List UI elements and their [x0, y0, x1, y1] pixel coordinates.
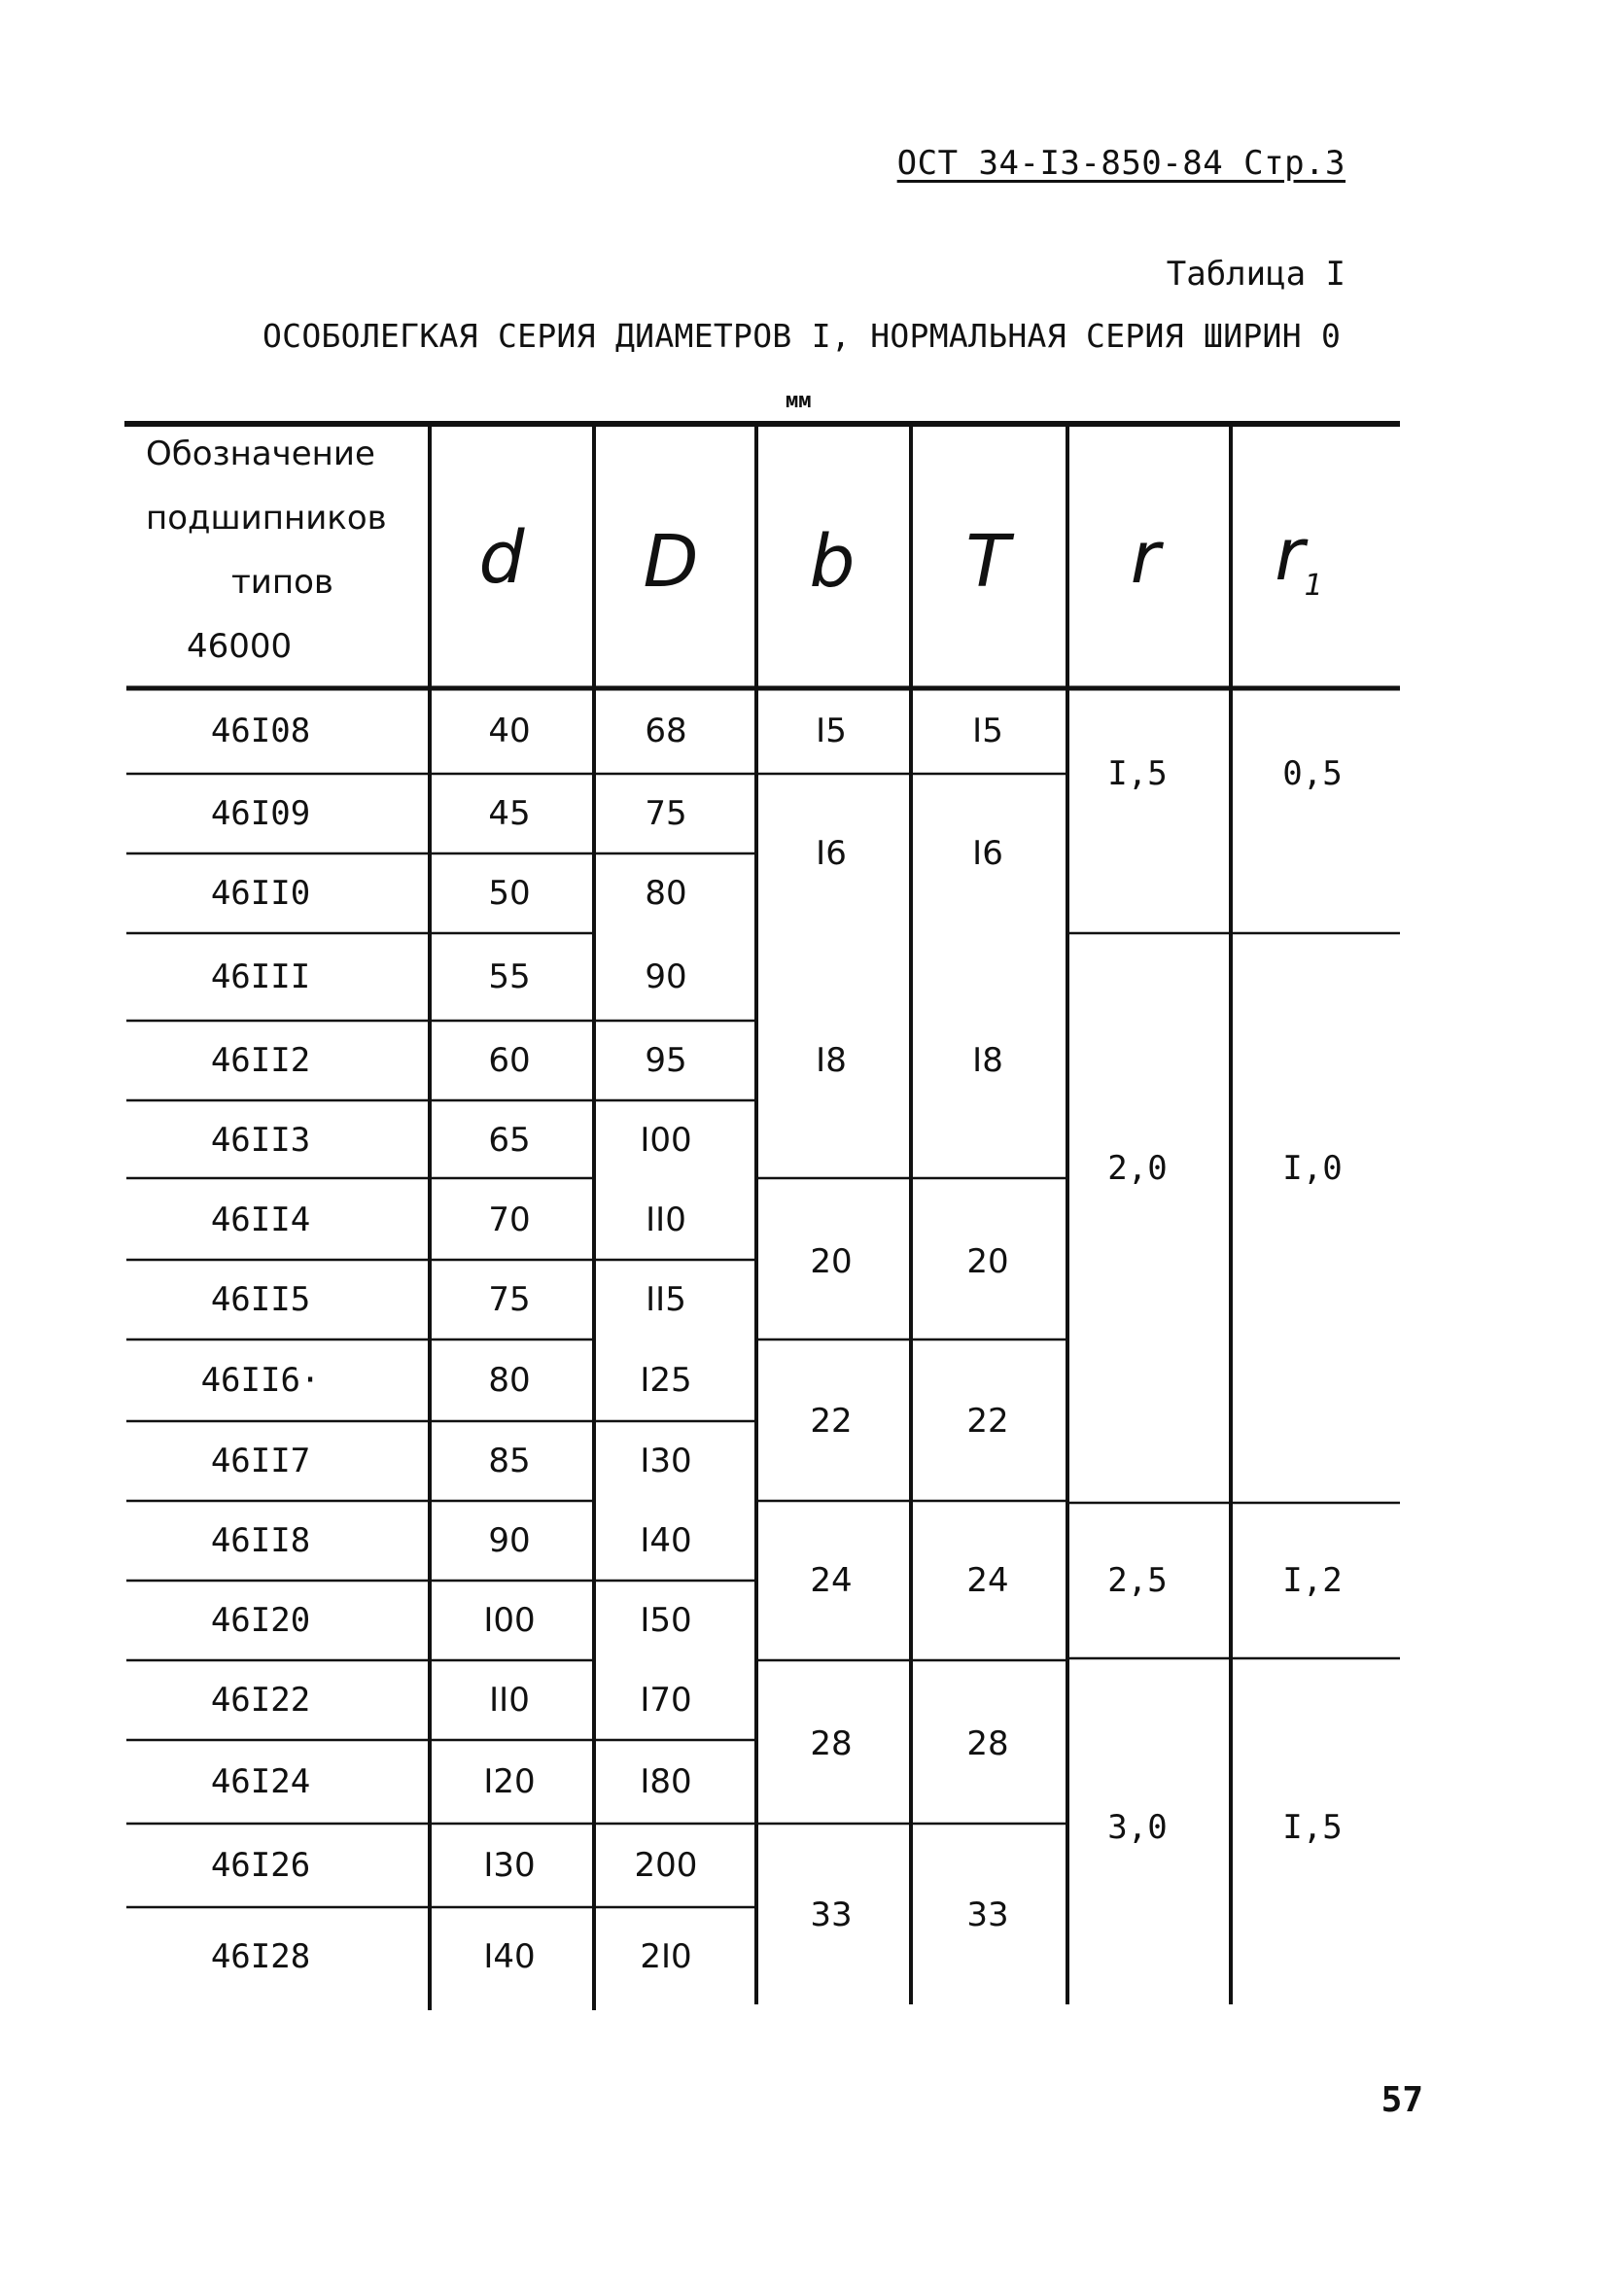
designation-cell: 46II6· [200, 1361, 321, 1400]
d-cell: 60 [488, 1041, 531, 1080]
d-cell: 70 [488, 1200, 531, 1239]
D-cell: 75 [645, 794, 687, 833]
d-cell: I00 [483, 1601, 536, 1640]
designation-cell: 46I26 [210, 1846, 311, 1885]
header-line-4: 46000 [187, 627, 293, 666]
b-cell: 22 [810, 1402, 853, 1441]
d-cell: 45 [488, 794, 531, 833]
designation-cell: 46II5 [210, 1280, 311, 1319]
T-cell: I6 [972, 834, 1003, 873]
header-line-3: типов [231, 563, 333, 602]
designation-cell: 46III [210, 957, 311, 996]
designation-cell: 46I20 [210, 1601, 311, 1640]
symbol-b: b [809, 520, 856, 604]
symbol-r1-subscript: 1 [1304, 568, 1323, 603]
document-code: ОСТ 34-I3-850-84 Стр.3 [896, 144, 1346, 183]
symbol-D: D [643, 520, 699, 604]
symbol-r1-base: r [1275, 513, 1305, 598]
designation-cell: 46II8 [210, 1521, 311, 1560]
table-title: ОСОБОЛЕГКАЯ СЕРИЯ ДИАМЕТРОВ I, НОРМАЛЬНАЯ СЕРИЯ ШИРИН 0 [262, 317, 1342, 355]
symbol-r1 [1275, 513, 1323, 603]
T-cell: 24 [966, 1561, 1009, 1600]
d-cell: I20 [483, 1762, 536, 1801]
b-cell: 20 [810, 1242, 853, 1281]
r-cell: 2,0 [1107, 1149, 1168, 1188]
D-cell: 90 [645, 957, 687, 996]
D-cell: I50 [640, 1601, 692, 1640]
D-cell: I40 [640, 1521, 692, 1560]
D-cell: II5 [646, 1280, 686, 1319]
table-label: Таблица I [1166, 255, 1346, 294]
header-line-1: Обозначение [146, 435, 375, 473]
designation-header [146, 422, 387, 678]
b-cell: I8 [816, 1041, 847, 1080]
symbol-r: r [1130, 516, 1161, 600]
designation-cell: 46II3 [210, 1121, 311, 1160]
T-cell: 28 [966, 1724, 1009, 1763]
D-cell: I80 [640, 1762, 692, 1801]
page-number: 57 [1381, 2080, 1423, 2120]
designation-cell: 46I09 [210, 794, 311, 833]
D-cell: I00 [640, 1121, 692, 1160]
d-cell: I30 [483, 1846, 536, 1885]
r1-cell: 0,5 [1282, 754, 1343, 793]
designation-cell: 46I24 [210, 1762, 311, 1801]
r-cell: I,5 [1107, 754, 1168, 793]
D-cell: 2I0 [640, 1937, 692, 1976]
T-cell: 33 [966, 1896, 1009, 1934]
d-cell: 75 [488, 1280, 531, 1319]
d-cell: 80 [488, 1361, 531, 1400]
D-cell: I25 [640, 1361, 692, 1400]
T-cell: I5 [972, 712, 1003, 750]
b-cell: 33 [810, 1896, 853, 1934]
b-cell: 28 [810, 1724, 853, 1763]
symbol-T: T [965, 520, 1010, 604]
D-cell: 80 [645, 874, 687, 913]
D-cell: 200 [634, 1846, 698, 1885]
T-cell: 22 [966, 1402, 1009, 1441]
designation-cell: 46II2 [210, 1041, 311, 1080]
unit-label: мм [786, 389, 812, 413]
designation-cell: 46II0 [210, 874, 311, 913]
d-cell: 85 [488, 1442, 531, 1480]
symbol-d: d [478, 516, 525, 600]
header-line-2: подшипников [146, 499, 387, 538]
D-cell: I30 [640, 1442, 692, 1480]
D-cell: II0 [646, 1200, 686, 1239]
r1-cell: I,5 [1282, 1808, 1343, 1847]
d-cell: 90 [488, 1521, 531, 1560]
r1-cell: I,0 [1282, 1149, 1343, 1188]
T-cell: I8 [972, 1041, 1003, 1080]
designation-cell: 46II7 [210, 1442, 311, 1480]
b-cell: I6 [816, 834, 847, 873]
T-cell: 20 [966, 1242, 1009, 1281]
d-cell: I40 [483, 1937, 536, 1976]
designation-cell: 46I22 [210, 1681, 311, 1720]
d-cell: 65 [488, 1121, 531, 1160]
r-cell: 2,5 [1107, 1561, 1168, 1600]
designation-cell: 46I28 [210, 1937, 311, 1976]
b-cell: 24 [810, 1561, 853, 1600]
d-cell: 40 [488, 712, 531, 750]
b-cell: I5 [816, 712, 847, 750]
d-cell: II0 [489, 1681, 530, 1720]
designation-cell: 46II4 [210, 1200, 311, 1239]
D-cell: 68 [645, 712, 687, 750]
d-cell: 55 [488, 957, 531, 996]
D-cell: I70 [640, 1681, 692, 1720]
D-cell: 95 [645, 1041, 687, 1080]
designation-cell: 46I08 [210, 712, 311, 750]
r-cell: 3,0 [1107, 1808, 1168, 1847]
r1-cell: I,2 [1282, 1561, 1343, 1600]
d-cell: 50 [488, 874, 531, 913]
